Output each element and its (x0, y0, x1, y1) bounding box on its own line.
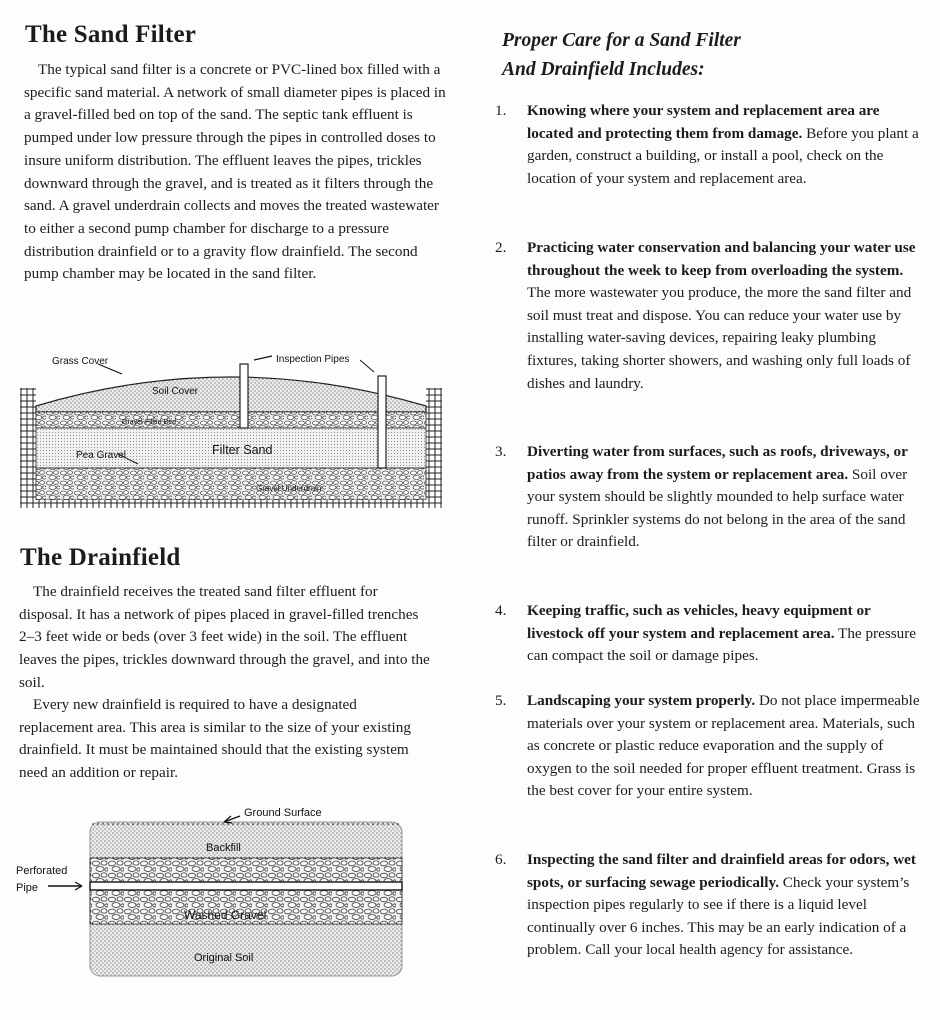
label-filter-sand: Filter Sand (212, 443, 273, 457)
care-title-line-2: And Drainfield Includes: (502, 59, 705, 80)
care-item-bold: Keeping traffic, such as vehicles, heavy equipment or livestock off your system and replacement area. (527, 602, 871, 642)
label-original-soil: Original Soil (194, 952, 254, 964)
perforated-pipe (90, 882, 402, 890)
label-inspection-pipes: Inspection Pipes (276, 354, 350, 365)
gravel-bed-layer (36, 412, 426, 428)
care-item-number: 5. (495, 692, 507, 709)
drainfield-diagram (12, 800, 412, 980)
label-pea-gravel: Pea Gravel (76, 450, 127, 461)
care-item-number: 1. (495, 102, 507, 119)
care-item-number: 2. (495, 239, 507, 256)
drainfield-paragraph-1: The drainfield receives the treated sand filter effluent for disposal. It has a network of pipes placed in gravel-filled trenches 2–3 feet wide or beds (over 3 feet wide) in the soil. The effluent leaves the pipes, trickles downward through the gravel, and into the soil. (19, 583, 430, 691)
care-item-2 (495, 237, 927, 395)
right-wall (426, 388, 442, 508)
label-backfill: Backfill (206, 842, 241, 854)
drainfield-paragraph-2: Every new drainfield is required to have a designated replacement area. This area is similar to the size of your existing drainfield. It must be maintained should that the existing system need an addition or repair. (19, 696, 411, 782)
label-gravel-underdrain: Gravel Underdrain (256, 484, 322, 493)
label-pipe: Pipe (16, 882, 39, 894)
care-item-4 (495, 600, 927, 668)
care-item-text: The more wastewater you produce, the more the sand filter and soil must treat and dispose. You can reduce your water use by installing water-saving devices, repairing leaky plumbing fixtures, taking shorter showers, and washing only full loads of dishes and laundry. (527, 284, 912, 392)
label-ground-surface: Ground Surface (244, 807, 322, 819)
care-item-text: The pressure can compact the soil or damage pipes. (527, 624, 917, 665)
inspection-pipe-1 (240, 364, 248, 428)
label-grass-cover: Grass Cover (52, 356, 109, 367)
care-item-3 (495, 441, 927, 554)
pea-gravel-layer (36, 468, 426, 500)
care-item-text: Check your system’s inspection pipes regularly to see if there is a liquid level continually over 6 inches. This may be an early indication of a problem. Call your local health agency for assistance. (527, 873, 910, 959)
care-item-6 (495, 849, 927, 962)
care-item-text: Soil over your system should be slightly mounded to help surface water runoff. Sprinkler systems do not belong in the area of the sand filter or drainfield. (527, 465, 908, 551)
care-item-bold: Landscaping your system properly. (527, 692, 756, 709)
drainfield-heading: The Drainfield (20, 544, 181, 571)
care-title (502, 26, 741, 84)
care-item-text: Do not place impermeable materials over your system or replacement area. Materials, such as concrete or plastic reduce evaporation and the supply of oxygen to the soil needed for proper effluent treatment. Grass is the best cover for your entire system. (527, 692, 920, 800)
care-item-text: Before you plant a garden, construct a building, or install a pool, check on the location of your system and replacement area. (527, 124, 919, 187)
label-soil-cover: Soil Cover (152, 386, 199, 397)
care-item-bold: Diverting water from surfaces, such as roofs, driveways, or patios away from the system or replacement area. (527, 443, 908, 483)
care-item-number: 6. (495, 851, 507, 868)
bottom-wall (20, 500, 442, 508)
label-perforated: Perforated (16, 865, 68, 877)
sand-filter-heading: The Sand Filter (25, 21, 197, 48)
left-wall (20, 388, 36, 508)
soil-cover-layer (36, 377, 426, 412)
care-title-line-1: Proper Care for a Sand Filter (502, 30, 741, 51)
sand-filter-diagram (18, 350, 443, 512)
care-item-bold: Knowing where your system and replacement area are located and protecting them from damage. (527, 102, 880, 142)
label-washed-gravel: Washed Gravel (184, 908, 267, 922)
care-item-number: 4. (495, 602, 507, 619)
sand-filter-paragraph: The typical sand filter is a concrete or PVC-lined box filled with a specific sand material. A network of small diameter pipes is placed in a gravel-filled bed on top of the sand. The septic tank effluent is pumped under low pressure through the pipes in controlled doses to insure uniform distribution. The effluent leaves the pipes, trickles downward through the gravel, and is treated as it filters through the sand. A gravel underdrain collects and moves the treated wastewater to either a second pump chamber for discharge to a pressure distribution drainfield or to a gravity flow drainfield. The second pump chamber may be located in the sand filter. (24, 61, 446, 283)
care-item-number: 3. (495, 443, 507, 460)
label-gravel-filled-bed: Gravel-Filled Bed (122, 419, 177, 426)
care-item-bold: Inspecting the sand filter and drainfield areas for odors, wet spots, or surfacing sewage periodically. (527, 851, 916, 891)
care-item-5 (495, 690, 927, 803)
care-item-1 (495, 100, 927, 190)
inspection-pipe-2 (378, 376, 386, 468)
care-item-bold: Practicing water conservation and balancing your water use throughout the week to keep from overloading the system. (527, 239, 916, 279)
